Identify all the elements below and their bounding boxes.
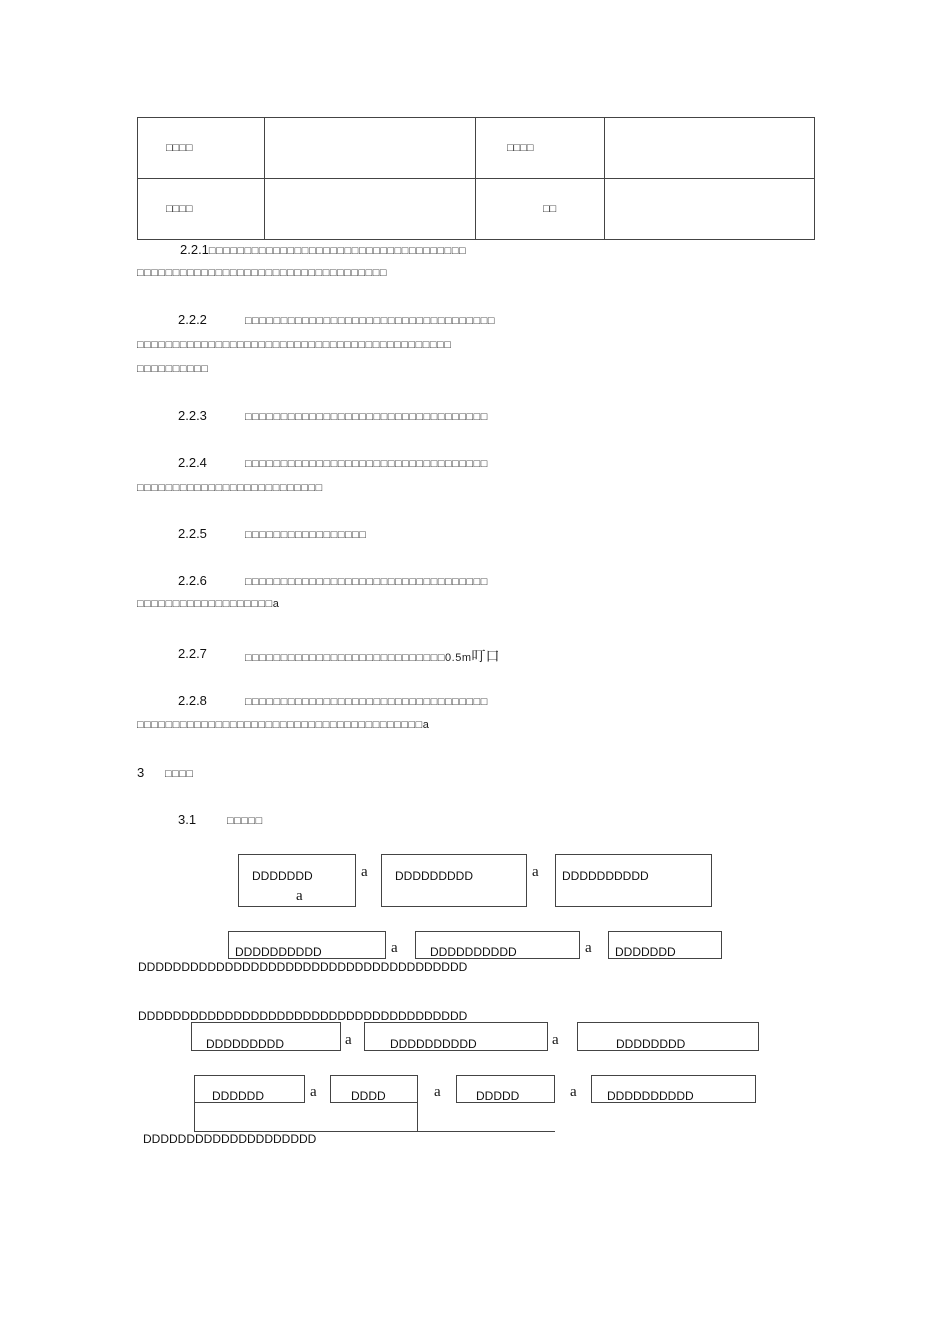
chapter-number: 3: [137, 765, 145, 780]
section-text-line: □□□□□□□□□□□□□□□□□□□a: [137, 598, 280, 610]
section-number: 3.1: [178, 812, 197, 827]
section-text-line: □□□□□□□□□□: [137, 363, 209, 375]
arrow-glyph: a: [532, 864, 539, 880]
section-number: 2.2.4: [178, 455, 207, 470]
flow-box: [330, 1075, 418, 1103]
flow-box: [381, 854, 527, 907]
header-cell-value: [265, 179, 476, 240]
flow-box: [238, 854, 356, 907]
arrow-glyph: a: [310, 1084, 317, 1100]
section-number: 2.2.3: [178, 408, 207, 423]
flow-box-label: DDDDDDDDD: [395, 869, 473, 883]
section-number: 2.2.2: [178, 312, 207, 327]
header-cell-value: [265, 118, 476, 179]
arrow-glyph: a: [391, 940, 398, 956]
flow-box: [577, 1022, 759, 1051]
header-cell-label: □□□□: [138, 179, 265, 240]
section-title: □□□□□: [227, 815, 263, 827]
flow-box-label: DDDDDDDDD: [206, 1037, 284, 1051]
header-cell-value: [605, 179, 815, 240]
section-text-line: □□□□□□□□□□□□□□□□□: [245, 529, 367, 541]
chapter-title: □□□□: [165, 768, 194, 780]
flow-box-label: DDDDD: [476, 1089, 520, 1103]
header-row: [138, 118, 815, 179]
flow-box-label: DDDDDDDDDD: [235, 945, 322, 959]
flow-box: [456, 1075, 555, 1103]
header-row: [138, 179, 815, 240]
flow-box-label: DDDDDDD: [252, 869, 313, 883]
flow-box-label: DDDD: [351, 1089, 386, 1103]
flow-box: [191, 1022, 341, 1051]
arrow-glyph: a: [552, 1032, 559, 1048]
arrow-glyph: a: [345, 1032, 352, 1048]
connector-line: [417, 1103, 418, 1132]
flow-box-label: DDDDDDDDDD: [390, 1037, 477, 1051]
flow-box-label: DDDDDDDD: [616, 1037, 686, 1051]
flow-long-text: DDDDDDDDDDDDDDDDDDDDDDDDDDDDDDDDDDDDDD: [138, 1009, 468, 1023]
header-cell-label: □□□□: [138, 118, 265, 179]
flow-box: [194, 1075, 305, 1103]
section-number: 2.2.8: [178, 693, 207, 708]
flow-box-label: DDDDDDD: [615, 945, 676, 959]
section-text-line: □□□□□□□□□□□□□□□□□□□□□□□□□□□□□□□□□□: [245, 458, 488, 470]
flow-box: [608, 931, 722, 959]
section-text-line: □□□□□□□□□□□□□□□□□□□□□□□□□□□□□□□□□□: [245, 411, 488, 423]
header-cell-value: [605, 118, 815, 179]
section-text-line: □□□□□□□□□□□□□□□□□□□□□□□□□□□□□□□□□□□: [245, 315, 496, 327]
header-cell-label: □□: [476, 179, 605, 240]
section-text-line: □□□□□□□□□□□□□□□□□□□□□□□□□□□□□□□□□□□□□□□□□□□□: [137, 339, 452, 351]
section-text-line: □□□□□□□□□□□□□□□□□□□□□□□□□□□□□□□□□□: [245, 696, 488, 708]
section-text-line: □□□□□□□□□□□□□□□□□□□□□□□□□□□□□□□□□□□: [137, 267, 388, 279]
flow-box: [364, 1022, 548, 1051]
section-text-line: □□□□□□□□□□□□□□□□□□□□□□□□□□□□□□□□□□□□□□□□a: [137, 719, 430, 731]
section-number: 2.2.6: [178, 573, 207, 588]
section-2-2-1: 2.2.1□□□□□□□□□□□□□□□□□□□□□□□□□□□□□□□□□□□□: [180, 242, 467, 257]
flow-box: [228, 931, 386, 959]
flow-long-text: DDDDDDDDDDDDDDDDDDDDDDDDDDDDDDDDDDDDDD: [138, 960, 468, 974]
flow-box-label: DDDDDDDDDD: [430, 945, 517, 959]
header-cell-label: □□□□: [476, 118, 605, 179]
flow-box: [591, 1075, 756, 1103]
flow-box: [415, 931, 580, 959]
arrow-glyph: a: [570, 1084, 577, 1100]
section-number: 2.2.5: [178, 526, 207, 541]
arrow-glyph: a: [434, 1084, 441, 1100]
header-table: [137, 117, 815, 240]
flow-box-label: DDDDDD: [212, 1089, 264, 1103]
flow-box: [555, 854, 712, 907]
section-number: 2.2.7: [178, 646, 207, 661]
section-text-line: □□□□□□□□□□□□□□□□□□□□□□□□□□□□□□□□□□: [245, 576, 488, 588]
arrow-glyph: a: [585, 940, 592, 956]
arrow-glyph: a: [361, 864, 368, 880]
connector-line: [194, 1103, 195, 1132]
section-text-line: □□□□□□□□□□□□□□□□□□□□□□□□□□□□0.5m叮口: [245, 648, 500, 664]
flow-box-sublabel: a: [296, 888, 303, 904]
flow-box-label: DDDDDDDDDD: [607, 1089, 694, 1103]
flow-box-label: DDDDDDDDDD: [562, 869, 649, 883]
section-text-line: □□□□□□□□□□□□□□□□□□□□□□□□□□: [137, 482, 323, 494]
flow-long-text: DDDDDDDDDDDDDDDDDDDD: [143, 1132, 317, 1146]
